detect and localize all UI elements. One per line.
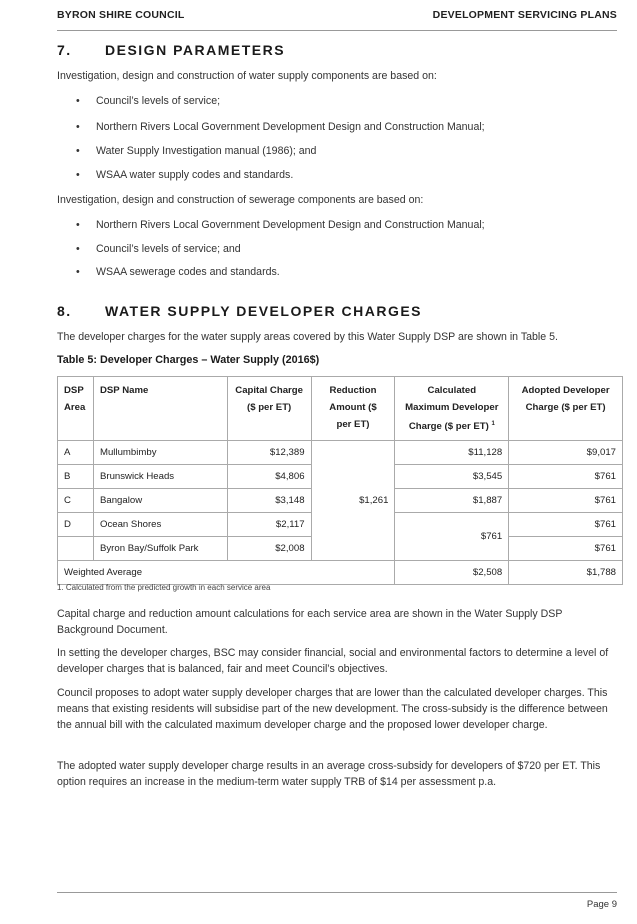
- header-text: Capital Charge: [235, 385, 303, 396]
- cell-adopted: $9,017: [509, 441, 623, 465]
- cell-name: Byron Bay/Suffolk Park: [93, 537, 227, 561]
- cell-area: [58, 537, 94, 561]
- body-paragraph: In setting the developer charges, BSC may consider financial, social and environmental factors to determine a level of developer charges that is balanced, fair and meet Council’s objectives.: [57, 647, 609, 675]
- section-8-intro: The developer charges for the water supply areas covered by this Water Supply DSP are shown in Table 5.: [57, 331, 558, 343]
- header-text: Area: [64, 402, 86, 413]
- section-8-number: 8.: [57, 303, 72, 319]
- cell-name: Ocean Shores: [93, 513, 227, 537]
- table-header-row: [58, 377, 623, 441]
- bullet-text: WSAA water supply codes and standards.: [96, 169, 294, 181]
- table-caption: Table 5: Developer Charges – Water Supply (2016$): [57, 354, 320, 366]
- cell-reduction-merged: $1,261: [311, 441, 395, 561]
- cell-name: Mullumbimby: [93, 441, 227, 465]
- cell-capital: $4,806: [227, 465, 311, 489]
- cell-area: C: [58, 489, 94, 513]
- page-footer: [57, 892, 617, 910]
- body-paragraph: Capital charge and reduction amount calculations for each service area are shown in the Water Supply DSP Background Document.: [57, 608, 563, 636]
- header-text: Maximum Developer: [405, 402, 499, 413]
- cell-capital: $2,008: [227, 537, 311, 561]
- cell-adopted: $761: [509, 513, 623, 537]
- table-row: [58, 441, 623, 465]
- body-paragraph: The adopted water supply developer charge results in an average cross-subsidy for developers of $720 per ET. This option requires an increase in the medium-term water supply TRB of $14 per assessment p.a.: [57, 760, 601, 788]
- body-paragraph: Council proposes to adopt water supply developer charges that are lower than the calculated developer charges. This means that existing residents will subsidise part of the new development. The cross-subsidy is the difference between the annual bill with the calculated maximum developer charge and the proposed lower developer charge.: [57, 687, 608, 731]
- footnote-marker: 1: [491, 421, 495, 427]
- cell-calculated: $3,545: [395, 465, 509, 489]
- cell-weighted-calculated: $2,508: [395, 561, 509, 585]
- header-text: DSP: [64, 385, 84, 396]
- cell-capital: $3,148: [227, 489, 311, 513]
- developer-charges-table: [57, 376, 623, 585]
- cell-adopted: $761: [509, 489, 623, 513]
- header-dsp-name: DSP Name: [93, 377, 227, 441]
- water-bullet-item: • Council’s levels of service;: [76, 95, 221, 107]
- header-text: Amount ($: [329, 402, 377, 413]
- sewer-bullet-item: • WSAA sewerage codes and standards.: [76, 266, 280, 278]
- cell-capital: $2,117: [227, 513, 311, 537]
- section-8-heading: [57, 303, 422, 319]
- sewer-intro-paragraph: Investigation, design and construction of sewerage components are based on:: [57, 194, 424, 206]
- header-document-title: DEVELOPMENT SERVICING PLANS: [432, 9, 617, 21]
- sewer-bullet-item: • Northern Rivers Local Government Development Design and Construction Manual;: [76, 219, 485, 231]
- cell-adopted: $761: [509, 465, 623, 489]
- header-capital-charge: [227, 377, 311, 441]
- header-text: Reduction: [329, 385, 377, 396]
- bullet-text: Council’s levels of service;: [96, 95, 221, 107]
- header-adopted-charge: [509, 377, 623, 441]
- cell-area: A: [58, 441, 94, 465]
- cell-area: B: [58, 465, 94, 489]
- section-8-title: WATER SUPPLY DEVELOPER CHARGES: [105, 303, 423, 319]
- cell-name: Brunswick Heads: [93, 465, 227, 489]
- page-header: [57, 9, 617, 31]
- header-calculated-max: [395, 377, 509, 441]
- sewer-bullet-item: • Council’s levels of service; and: [76, 243, 241, 255]
- header-text: Adopted Developer: [521, 385, 610, 396]
- cell-calculated-merged: $761: [395, 513, 509, 561]
- bullet-text: Northern Rivers Local Government Development Design and Construction Manual;: [96, 121, 485, 133]
- cell-weighted-adopted: $1,788: [509, 561, 623, 585]
- water-bullet-item: • Water Supply Investigation manual (1986); and: [76, 145, 317, 157]
- table-footnote: 1. Calculated from the predicted growth in each service area: [57, 583, 271, 592]
- page-number: Page 9: [586, 899, 617, 910]
- water-bullet-item: • Northern Rivers Local Government Development Design and Construction Manual;: [76, 121, 485, 133]
- water-bullet-item: • WSAA water supply codes and standards.: [76, 169, 294, 181]
- header-text: Calculated: [427, 385, 477, 396]
- header-dsp-area: [58, 377, 94, 441]
- header-council-name: BYRON SHIRE COUNCIL: [57, 9, 185, 21]
- cell-adopted: $761: [509, 537, 623, 561]
- section-7-title: DESIGN PARAMETERS: [105, 42, 286, 58]
- cell-capital: $12,389: [227, 441, 311, 465]
- cell-calculated: $1,887: [395, 489, 509, 513]
- header-reduction-amount: [311, 377, 395, 441]
- header-text: Charge ($ per ET): [408, 421, 489, 433]
- header-text: Charge ($ per ET): [525, 402, 606, 413]
- section-7-heading: [57, 42, 285, 58]
- cell-area: D: [58, 513, 94, 537]
- bullet-text: Water Supply Investigation manual (1986); and: [96, 145, 317, 157]
- cell-calculated: $11,128: [395, 441, 509, 465]
- cell-name: Bangalow: [93, 489, 227, 513]
- cell-weighted-label: Weighted Average: [58, 561, 395, 585]
- table-weighted-row: [58, 561, 623, 585]
- bullet-text: WSAA sewerage codes and standards.: [96, 266, 280, 278]
- header-text: per ET): [336, 419, 370, 430]
- bullet-text: Northern Rivers Local Government Development Design and Construction Manual;: [96, 219, 485, 231]
- water-intro-paragraph: Investigation, design and construction of water supply components are based on:: [57, 70, 437, 82]
- section-7-number: 7.: [57, 42, 72, 58]
- bullet-text: Council’s levels of service; and: [96, 243, 241, 255]
- header-text: ($ per ET): [247, 402, 292, 413]
